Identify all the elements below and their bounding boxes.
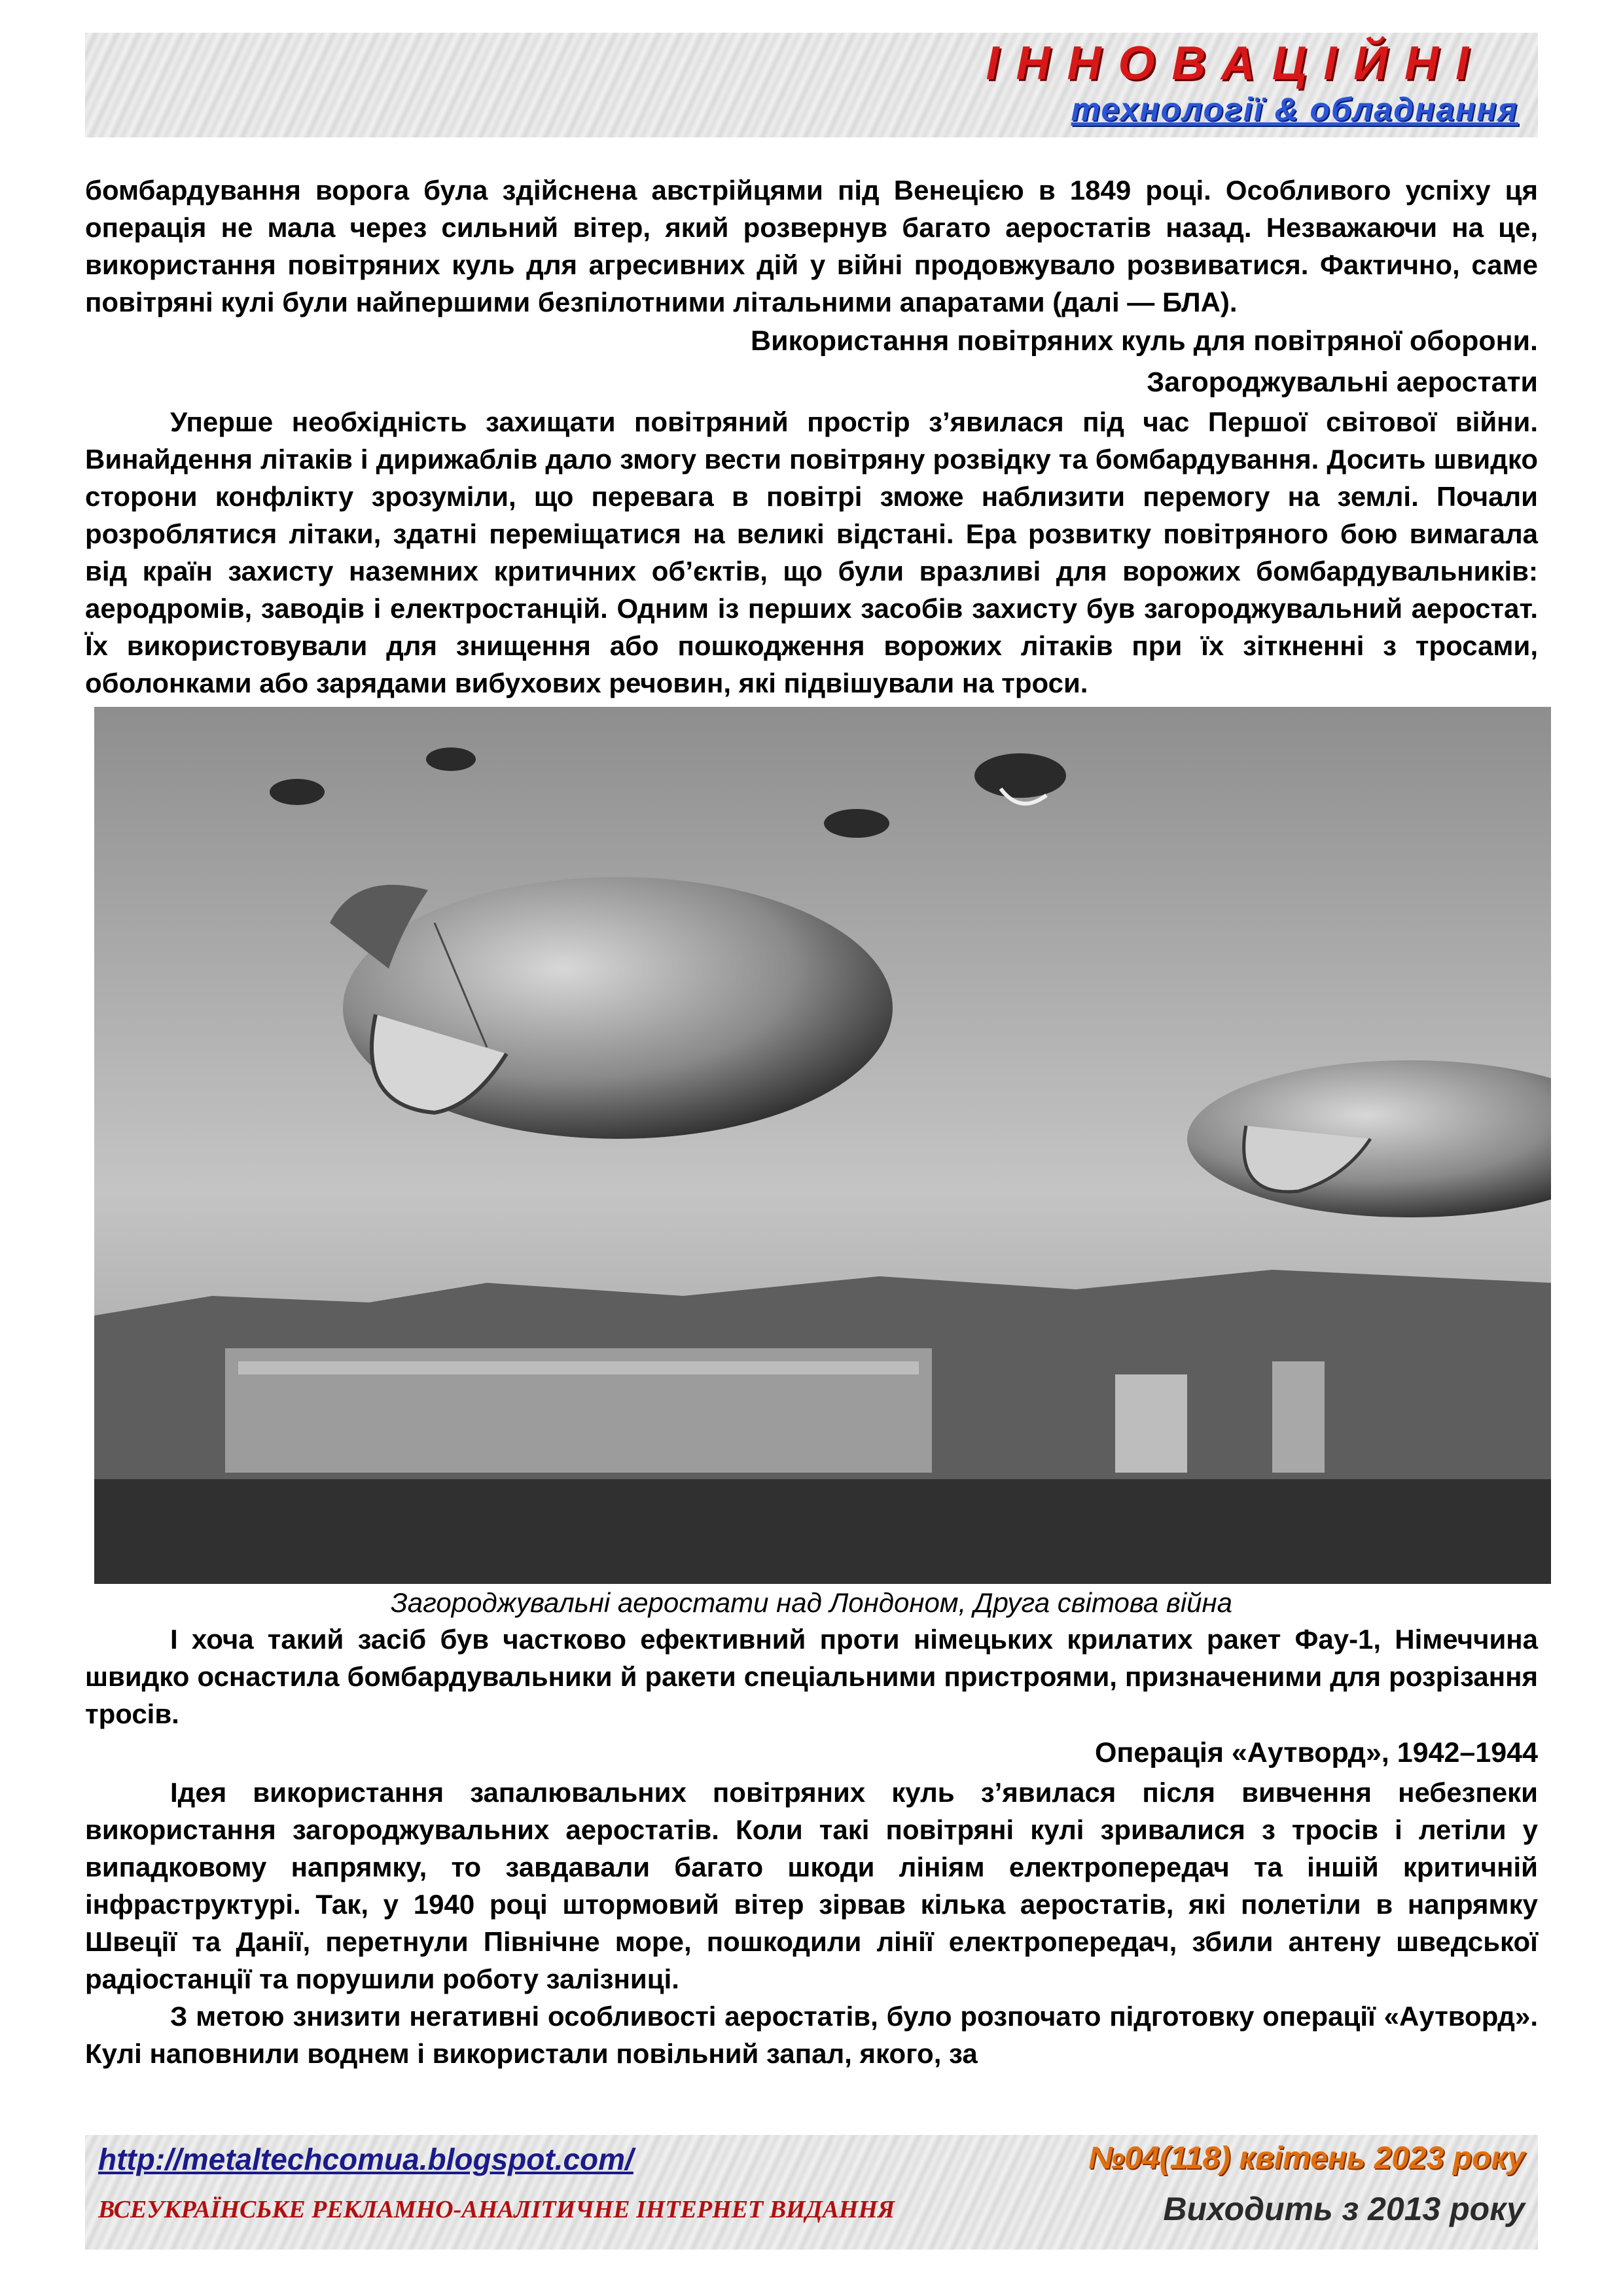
barrage-balloons-london-photo (94, 707, 1551, 1584)
section-heading-barrage-balloons: Загороджувальні аеростати (1147, 367, 1538, 398)
issue-number: №04(118) квітень 2023 року (1088, 2141, 1525, 2176)
paragraph-intro: бомбардування ворога була здійснена австрійцями під Венецією в 1849 році. Особливого успіху ця операція не мала через сильний вітер, який розвернув багато аеростатів назад. Незважаючи на це, використання повітряних куль для агресивних дій у війні продовжувало розвиватися. Фактично, саме повітряні кулі були найпершими безпілотними літальними апаратами (далі — БЛА). (85, 175, 1538, 317)
blog-link[interactable]: http://metaltechcomua.blogspot.com/ (98, 2142, 633, 2176)
section-heading-operation-outward: Операція «Аутворд», 1942–1944 (1094, 1737, 1538, 1768)
london-cityscape (94, 1270, 1551, 1584)
paragraph-v1-rockets: І хоча такий засіб був частково ефективний проти німецьких крилатих ракет Фау-1, Німеччина швидко оснастила бомбардувальники й ракети спеціальними пристроями, призначеними для розрізання тросів. (85, 1624, 1538, 1729)
magazine-subtitle: технології & обладнання (1071, 91, 1518, 128)
article-body (85, 171, 1538, 2072)
magazine-title: ІННОВАЦІЙНІ (986, 37, 1486, 90)
publishing-since: Виходить з 2013 року (1163, 2191, 1525, 2227)
publication-tagline: ВСЕУКРАЇНСЬКЕ РЕКЛАМНО-АНАЛІТИЧНЕ ІНТЕРНЕТ ВИДАННЯ (98, 2196, 895, 2223)
page-footer-banner (85, 2135, 1538, 2250)
paragraph-incendiary-balloons: Ідея використання запалювальних повітряних куль з’явилася після вивчення небезпеки використання загороджувальних аеростатів. Коли такі повітряні кулі зривалися з тросів і летіли у випадковому напрямку, то завдавали багато шкоди лініям електропередач та іншій критичній інфраструктурі. Так, у 1940 році штормовий вітер зірвав кілька аеростатів, які полетіли в напрямку Швеції та Данії, перетнули Північне море, пошкодили лінії електропередач, збили антену шведської радіостанції та порушили роботу залізниці. (85, 1777, 1538, 1994)
paragraph-barrage-balloons: Уперше необхідність захищати повітряний простір з’явилася під час Першої світової війни. Винайдення літаків і дирижаблів дало змогу вести повітряну розвідку та бомбардування. Досить швидко сторони конфлікту зрозуміли, що перевага в повітрі зможе наблизити перемогу на землі. Почали розроблятися літаки, здатні переміщатися на великі відстані. Ера розвитку повітряного бою вимагала від країн захисту наземних критичних об’єктів, що були вразливі для ворожих бомбардувальників: аеродромів, заводів і електростанцій. Одним із перших засобів захисту був загороджувальний аеростат. Їх використовували для знищення або пошкодження ворожих літаків при їх зіткненні з тросами, оболонками або зарядами вибухових речовин, які підвішували на троси. (85, 406, 1538, 698)
section-heading-air-defense: Використання повітряних куль для повітряної оборони. (751, 325, 1538, 357)
page-header-banner (85, 33, 1538, 137)
paragraph-operation-preparation: З метою знизити негативні особливості аеростатів, було розпочато підготовку операції «Аутворд». Кулі наповнили воднем і використали повільний запал, якого, за (85, 2001, 1538, 2069)
photo-caption: Загороджувальні аеростати над Лондоном, Друга світова війна (391, 1587, 1232, 1618)
